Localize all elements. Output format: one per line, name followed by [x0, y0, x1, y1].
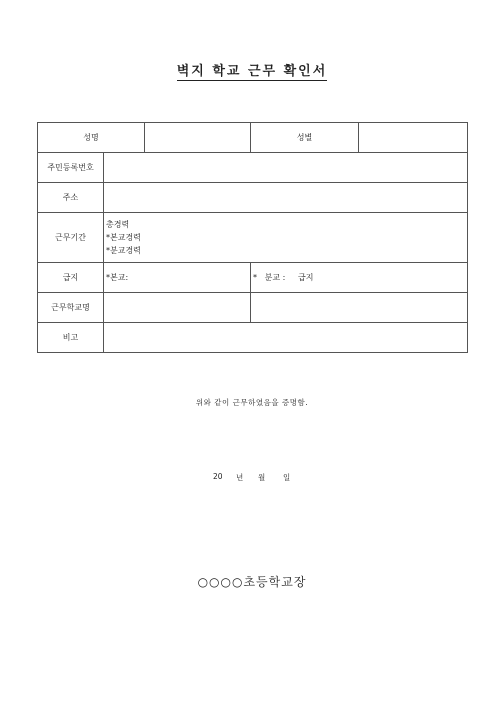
school-field-1[interactable]	[104, 293, 251, 323]
rrn-field[interactable]	[104, 153, 468, 183]
grade-branch-field[interactable]: * 분교 : 급지	[251, 263, 468, 293]
school-label: 근무학교명	[38, 293, 104, 323]
remarks-label: 비고	[38, 323, 104, 353]
school-field-2[interactable]	[251, 293, 468, 323]
remarks-field[interactable]	[104, 323, 468, 353]
page-title	[0, 60, 504, 79]
form-row-grade	[38, 263, 468, 293]
form-row-address	[38, 183, 468, 213]
signer-title: ○○○○초등학교장	[197, 575, 307, 589]
form-row-period	[38, 213, 468, 263]
branch-school-career-label: *분교경력	[106, 246, 141, 255]
main-school-career-label: *본교경력	[106, 233, 141, 242]
form-row-remarks	[38, 323, 468, 353]
address-field[interactable]	[104, 183, 468, 213]
date-line	[0, 472, 504, 484]
form-row-rrn	[38, 153, 468, 183]
form-row-name	[38, 123, 468, 153]
grade-main-field[interactable]: *본교:	[104, 263, 251, 293]
total-career-label: 총경력	[106, 220, 130, 229]
date-day-unit: 일	[283, 473, 291, 482]
gender-field[interactable]	[359, 123, 468, 153]
address-label: 주소	[38, 183, 104, 213]
name-label: 성명	[38, 123, 145, 153]
gender-label: 성별	[251, 123, 359, 153]
form-row-school	[38, 293, 468, 323]
grade-label: 급지	[38, 263, 104, 293]
certification-statement: 위와 같이 근무하였음을 증명함.	[195, 398, 309, 407]
page-title-text: 벽지 학교 근무 확인서	[176, 64, 328, 79]
date-year: 20	[213, 472, 223, 481]
confirmation-form-table	[37, 122, 468, 353]
period-label: 근무기간	[38, 213, 104, 263]
rrn-label: 주민등록번호	[38, 153, 104, 183]
date-month-unit: 월	[258, 473, 266, 482]
period-field[interactable]	[104, 213, 468, 263]
name-field[interactable]	[145, 123, 251, 153]
date-year-unit: 년	[236, 473, 244, 482]
